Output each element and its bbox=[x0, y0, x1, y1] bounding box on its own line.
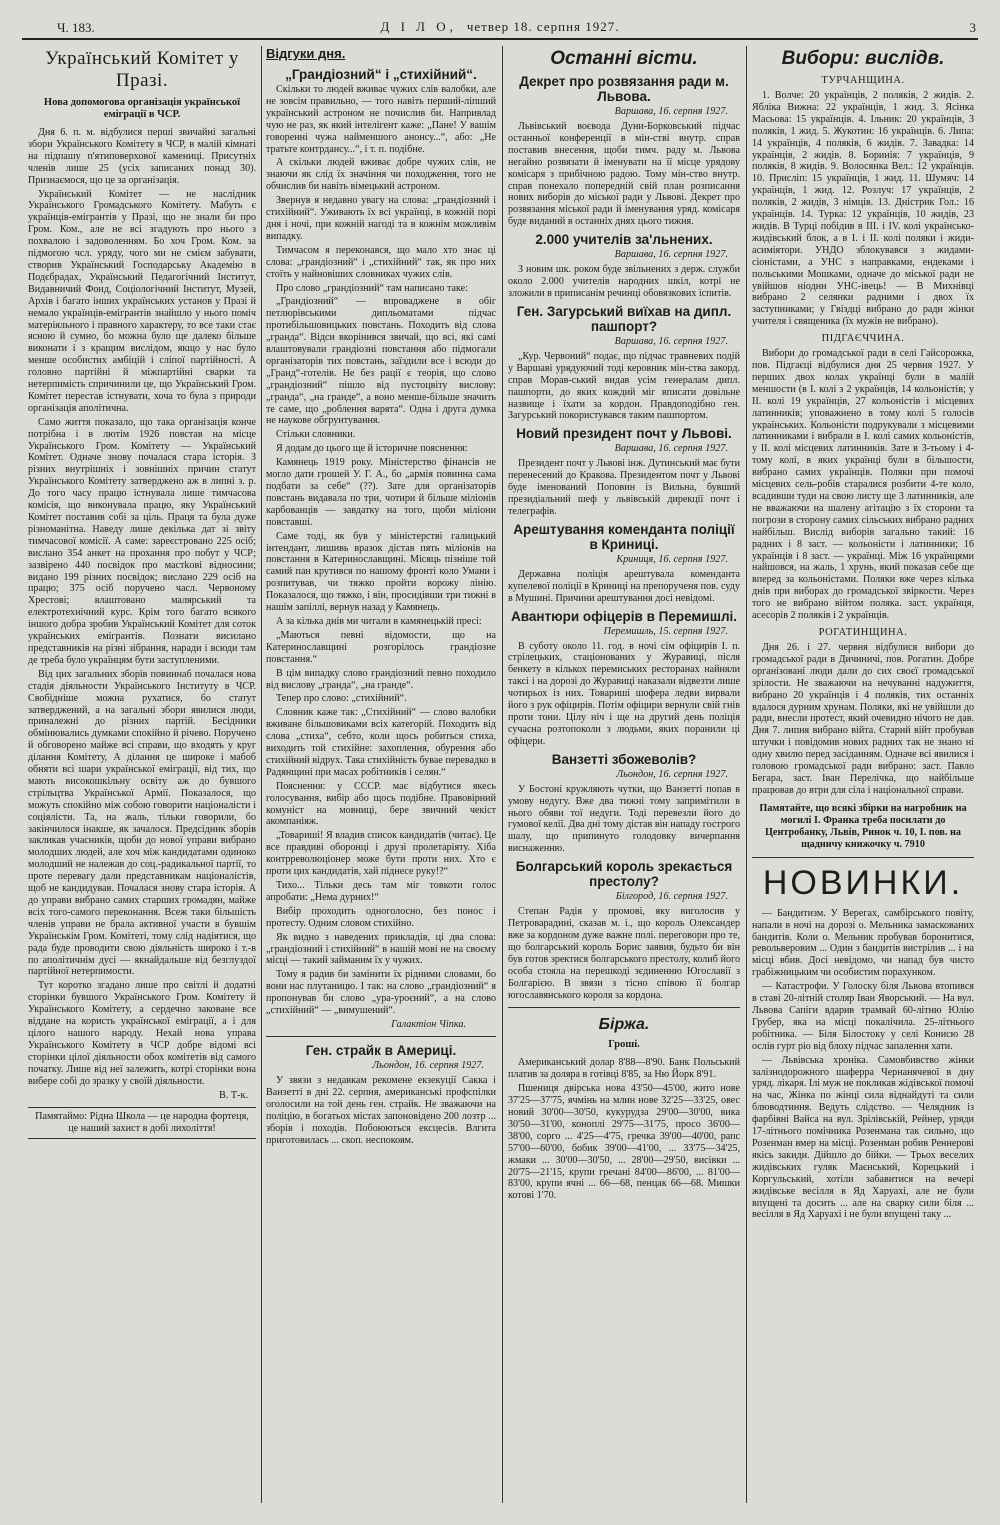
paragraph: — Бандитизм. У Верегах, самбірського повіту, напали в ночі на дорозі о. Мельника замаскованих бандитів. Коли о. Мельник пробував боронитися, револьверовим ... Один з бандитів вистрілив ... і на місці вбив. Досі невідомо, чи напад був чисто грабіжницьким чи особистим порахунком. bbox=[752, 907, 974, 979]
divider bbox=[508, 1007, 740, 1008]
section-heading: НОВИНКИ. bbox=[762, 863, 964, 902]
paragraph: Стільки словники. bbox=[276, 429, 356, 441]
paragraph: Український Комітет — не наслідник Українського Громадського Комітету. Мабуть є українців-емігрантів у Празі, що не знали би про Гром. Ком., але не всі згадують про нього з похвалою і задоволенням. Бо хоч Гром. Ком. за підмогою чсл. уряду, чого ми не смієм забувати, створив Український Господарську Академію в Подєбрадах, Український Педагогічний Інститут, Видавничий Фонд, Соціологічний Інститут, Музей, Архів і багато інших українських установ у Празі й немало українців-емігрантів знайшло у нього поміч матеріяльного і правного характеру, то все таки стає ясною й сумно, бо можна було ще далеко більше виконати і з кращим вислідом, якщо у нас було менше особистих амбіцій і сліпої партійності. А головно партійні й міжпартійні сварки та нетерпимість спричинили це, що Український Гром. Комітет перестав істнувати, хоча то була з природи організація аполітична. bbox=[28, 188, 256, 414]
signature: Галактіон Чіпка. bbox=[391, 1018, 466, 1030]
region-heading: ТУРЧАНЩИНА. bbox=[821, 75, 905, 86]
dateline: Варшава, 16. серпня 1927. bbox=[614, 443, 728, 455]
region-heading: РОГАТИНЩИНА. bbox=[818, 626, 908, 638]
paragraph: Камянець 1919 року. Міністерство фінансів не могло дати грошей У. Г. А., бо „армія повинна сама подбати за себе“ (??). Зате для організаторів повстань видавала по три, чотири й більше міліонів карбованців — завдатку на того, щоби міліони повставші. bbox=[266, 457, 496, 528]
paragraph: Тут коротко згадано лише про світлі й додатні сторінки бувшого Українського Гром. Комітету й Українського Комітету, а сердечно заковане все віддане на користь української еміграції, а і для цілого нашого народу. Нехай нова управа Українського Комітету в ЧСР добре відомі всі сторінки цілої діяльности обох комітетів від самого початку. Лише від неї залежить, котрі сторінки вона вибере собі до зразку у своїй діяльности. bbox=[28, 980, 256, 1087]
section-heading: Біржа. bbox=[598, 1016, 650, 1034]
section-heading: Вибори: вислідв. bbox=[781, 48, 945, 69]
paragraph: Скільки то людей вживає чужих слів валобки, але не зовсім правильно, — того навіть перший-ліпший український астроном не почислив би. Напривлад чую не раз, як який інтелігент каже: „Пане! У вашім говоренні чужа найменшого анонсу...“, або: „Не тратьте контрдансу...“, і т. п. подібне. bbox=[266, 84, 496, 155]
divider bbox=[266, 1036, 496, 1037]
issue-number: Ч. 183. bbox=[57, 20, 95, 35]
paragraph: У звязи з недавкам рекомене екзекуції Сакка і Ванзетті в дні 22. серпня, американські профспілки оголосили на той день ген. страйк. Не зважаючи на поліцію, в богатьох містах запоновідено 200 лозтр ... зборів і походів. Побоюються ексцесів. Влгита приготовилась ... скоп. неспокоям. bbox=[266, 1074, 496, 1146]
paragraph: Я додам до цього ще й історичне пояснення: bbox=[276, 443, 468, 455]
paragraph: „Товариші! Я владив список кандидатів (читає). Це все правдиві оборонці і друзі пролетаріяту. Хіба контрреволюціонер може бути проти них. Хто є проти цих кандидатів, хай піднесе руку!?“ bbox=[266, 830, 496, 878]
paragraph: Дня 26. і 27. червня відбулися вибори до громадської ради в Дичиничі, пов. Рогатин. Добре організовані люди дали до сих своєї громадської зрілости. Не зважаючи на нечуванні надужиття, вибрано 20 українців і 4 поляків, тих останніх вдалося дурним хрунам. Поляки, які не увійшли до ради, внесли протест, який очевидно нічого не дав. Дня 7. липня вибрано війта. Старий війт пробував штучки і повідомив нових радних так не знано ні одну хвилю перед засіданням. Одначе всі явилися і головою громадської ради вибрано: заст. Павло Бегара, заст. Іван Перелічка, що найбільше працював до втри для сіла і національної справи. bbox=[752, 641, 974, 796]
article-title: Ванзетті збожеволів? bbox=[551, 751, 697, 767]
paragraph: Державна поліція арештувала коменданта купелевої поліції в Криниці на препорученя пов. суду в Мушині. Причини арештування досі невідомі. bbox=[508, 568, 740, 604]
dateline: Льондон, 16. серпня 1927. bbox=[616, 768, 728, 780]
paragraph: Вибори до громадської ради в селі Гайсорожка, пов. Підгаєці відбулися дня 25 червня 1927. У перших двох колах українці були в малій меншости (в І. колі з 2 українців, 14 кольоністів; у ІІ. колі 19 українців, 27 кольоністів і місцевих латинників; уповажнено в тому колі 5 голосів українських. Кольоністи подрукували з місцевими латинниками і вибрали в І. колі самих кольоністів, у ІІ. колі місцевих латинників. Зате в 3-тьому і 4-тому колі, в яких українці були в більшости, вибрано самих українців. Поляки при помочі місцевих сель-робів старалися розбити 4-те коло, всадивши туди на свою листу ще 3 латинників, але не вважаючи на шалену агітацію з їх сторони та погрози в сторону самих сільських вибрано радних найбільш. Вислід виборів загально такий: 16 радних і 8 заст. — кольоністи і латинники; 16 українців і 8 заст. — українці. Між 16 українцями найшовся, на жаль, 1 хрунь, який показав себе ще вперед за кольоністами. Поляки вже через кілька днів при виборах до громадської звіркости. Через того не вибрано війтом поляка. заст. українця, асесорів 2 поляків і 2 українців. bbox=[752, 348, 974, 622]
paragraph: Про слово „грандіозний“ там написано таке: bbox=[276, 282, 468, 294]
paragraph: А скільки людей вживає добре чужих слів, не знаючи як слід їх значіння чи походження, того не обчислив би навіть вімецький астроном. bbox=[266, 157, 496, 193]
page-number: 3 bbox=[969, 20, 976, 35]
paragraph: Само життя показало, що така організація конче потрібна і в лютім 1926 повстав на місце Українського Гром. Комітету — Український Комітет. Одначе знову почалася стара історія. З різних внутрішніх і зовнішніх причин статут Українського Комітету затверджено аж в липні з. р. До того часу працю істнувала лише тимчасова комісія, що виконувала працю, яку Український Комітет поставив собі за ціль. Праця та була дуже різноманітна. Наведу лише декілька дат зі звіту тимчасової комісії. А саме: зареєстровано 225 осіб; вислано 354 анкет на прохання про побут у ЧСР; зазвірено 440 посвідок про мастkові відносини; видано 199 різних посвідок; вислано 229 осіб на працю; 375 осіб поручено часл. Червоному Хрестові; влаштовано малярський та електротехнічний курс. Крім того багато всякого іншого добра зробив Український Комітет для соток українських емігрантів. Познати висилано представників на різні зібрання, наради і всюди там де треба було українцям бути заступленими. bbox=[28, 416, 256, 666]
article-title: Декрет про розвязання ради м. Львова. bbox=[519, 74, 729, 104]
region-heading: ПІДГАЄЧЧИНА. bbox=[821, 333, 905, 345]
paragraph: З новим шк. роком буде звільнених з держ. служби около 2.000 учителів народних шкіл, котрі не зложили в приписанім речинці обовязкових іспитів. bbox=[508, 264, 740, 299]
dateline: Варшава, 16. серпня 1927. bbox=[614, 335, 728, 347]
article-title: Український Комітет у Празі. bbox=[45, 48, 239, 91]
column-4 bbox=[752, 46, 974, 1507]
paragraph: Тепер про слово: „стихійний“. bbox=[276, 693, 407, 705]
section-heading: Останні вісти. bbox=[550, 48, 698, 69]
paragraph: — Катастрофи. У Голоску біля Львова втопився в ставі 20-літній столяр Іван Яворський. — На вул. Львова Сапіги вдарив трамвай 60-літню Юлію Грубер, яка на місці покалічила. 25-літнього робітника. — Біля Білостоку у селі Конисю 28 ослів гурт ріо від блоху підчас запалення хати. bbox=[752, 981, 974, 1052]
section-heading: Відгуки дня. bbox=[266, 46, 346, 61]
paragraph: Вибір проходить одноголосно, без понос і протесту. Одним словом стихійно. bbox=[266, 905, 496, 929]
paragraph: 1. Волче: 20 українців, 2 поляків, 2 жидів. 2. Ябліка Вижна: 22 українців, 1 жид. 3. Ясінка Масьова: 15 українців. 4. Ільник: 20 українців, 3 поляків, 1 жид. 5. Жукотин: 16 українців. 6. Липа: 14 українців, 4 поляків, 6 жидів. 7. Завадка: 14 українців, 2 жидів. 8. Боринія: 7 українців, 9 поляків, 8 жидів. 9. Волосянка Вел.: 12 українців. 10. Присліп: 15 українців, 1 жид. 11. Шумяч: 14 українців, 1 жид. 12. Розлуч: 17 українців, 2 поляків, 2 жидів, 3 німців. 13. Дністрик Гол.: 16 українців. 14. Турка: 12 українців, 10 жидів, 23 жидів. В Турці побідив в ІІІ. і IV. колі українсько-жидівський блок, а в І. і ІІ. колі поляки і жиди-асиміятори. УНДО зблокувався з жидами-сіоністами, а УНС з направками, ендеками і польськими Мошками, одначе до міської ради не увійшов ніоднн УНС-івець! — В Михнівці вибрано 2 селянки радними і двох їх заступниками; у Гвіздці вибрано до ради жінки учителя і священика (їх мужів не вибрано). bbox=[752, 90, 974, 328]
issue-date: четвер 18. серпня 1927. bbox=[466, 19, 620, 34]
paragraph: Як видно з наведених прикладів, ці два слова: „грандіозний і стихійний“ в нашій мові не на своєму місці — такий займаним їх у чужих. bbox=[266, 931, 496, 967]
paragraph: Американський долар 8'88—8'90. Банк Польський платив за доляра в готівці 8'85, за Ню Йорк 8'91. bbox=[508, 1057, 740, 1081]
paragraph: Тимчасом я переконався, що мало хто знає ці слова: „грандіозний“ і „стихійний“ так, як про них стоїть у найновіших словниках чужих слів. bbox=[266, 244, 496, 280]
notice: Памятайте, що всякі збірки на нагробник на могилі І. Франка треба посилати до Центробанку, Львів, Ринок ч. 10, І. пов. на щадничу книжочку ч. 7910 bbox=[759, 802, 967, 850]
dateline: Льондон, 16. серпня 1927. bbox=[372, 1059, 484, 1071]
paragraph: Словник каже так: „Стихійний“ — слово валобки вживане більшовиками всіх категорій. Походить від слова „стиха“, себто, коли щось робиться стиха, виходить той стихійне: захоплення, обурення або стихійний відрух. Така стихійність бувае перевадко в Радянщині при масах робітників і селян.“ bbox=[266, 707, 496, 778]
signature: В. Т-к. bbox=[218, 1089, 248, 1101]
column-1 bbox=[28, 46, 256, 1507]
paragraph: У Бостоні кружляють чутки, що Ванзетті попав в умову недугу. Вже два тижні тому запримітили в нього обяви тої недуги. Тоді перевезли його до гумової келії. Два дні тому дістав він нападу гострого шалу, що припинуто голодовку вичерпання виснаженню. bbox=[508, 783, 740, 855]
section-subheading: Гроші. bbox=[608, 1039, 640, 1051]
article-title: Ген. Загурський виїхав на дипл. пашпорт? bbox=[516, 303, 732, 334]
article-title: Болгарський король зрекається престолу? bbox=[515, 859, 733, 890]
paragraph: Пояснення: у СССР. має відбутися якесь голосування, вибір або щось подібне. Правовірний комуніст на мовниці, бере звичний чекіст акомпаніяж. bbox=[266, 780, 496, 828]
paragraph: Від цих загальних зборів повиннаб почалася нова стадія діяльности Українського Інституту в ЧСР. Свобідніше можна рухатися, бо статут затверджений, а на загальні збори явилися люди, приналежні до різних партій. Бесідники обмінювались думками спокійно й річево. Поручено й обговорено майже всі справи, що входять у круг ділання Комітету, А ділання це широке і мабоб обняти всі шари української еміграції, від тих, що мають високошкільну освіту аж до бувшого стрільцтва Української Армії. Показалося, що можуть спокійно між собою говорити націоналісти і соціялісти. Та, на жаль, тільки говорили, бо закінчилося інакше, як зачалося. Предсідник зборів закликав учасників, щоби до нової управи вибрано молодших людей, але хоч між кандидатами одиноко молодший не належав до соц.-радикальної партії, то проте перевагу дали представникам націоналістів, щоб не кандидував. Почалася знову стара історія. А до управи вибрано самих старших громадян, майже всіх того-самого переконання. Всеж таки більшість членів управи не брала активної участи в бувшім Українськім Гром. Комітеті, тому слід надіятися, що рада буде проводити свою діяльність широко і т.-в по аполітичнім дусі — якнайдальше від безглуздої партійної нетерпимости. bbox=[28, 668, 256, 978]
paragraph: Звернув я недавно увагу на слова: „грандіозний і стихійний“. Уживають їх всі українці, в кожній порі дня і ночі, при кожній нагоді та в кожнім можливім випадку. bbox=[266, 195, 496, 242]
column-rule bbox=[746, 46, 747, 1503]
article-subtitle: Нова допомогова організація української еміграції в ЧСР. bbox=[43, 97, 241, 120]
paragraph: „Кур. Червоний“ подає, що підчас травневих подій у Варшаві урядуючий тоді керовник мін-ства закорд. справ Морав-ський видав усім генералам дипл. пашпорти, до яких кождий міг вписати довільне назвище і їхати за кордон. Правдоподібно ген. Загурський покористувався таким пашпортом. bbox=[508, 350, 740, 422]
article-title: 2.000 учителів за'льнених. bbox=[535, 232, 713, 248]
dateline: Варшава, 16. серпня 1927. bbox=[614, 106, 728, 117]
column-3 bbox=[508, 46, 740, 1507]
paragraph: Саме тоді, як був у міністерстві галицький інтендант, лишивь вразок дістав пять міліонів на повстання в Катеринославщині. Місяць пізніше той самий пан крутився по нашому фронті коло Умани і розпитував, чи тяжко пройти ворожу лінію. Показалося, що тяжко, і він, просидівши три тижні в нашім запіллі, вернув назад у Камянець. bbox=[266, 530, 496, 614]
paragraph: Львівський воєвода Дуни-Борковський підчас останньої конференції в мін-стві внутр. справ поставив внесення, щоби тимч. раду м. Львова негайно розвязати й іменувати на її місце урядову комісаря з прибічною радою. Тому мін-ство внутр. справ понехало попередній свій план розписання нових виборів до міської ради у Львові. Декрет про розвязання міської ради й іменування уряд. комісаря буде виданий в останніх днях цього тижня. bbox=[508, 121, 740, 228]
paragraph: „Грандіозний“ — впроваджене в обіг петлюрівськими дипльоматами підчас протибільшовицьких повстань. Походить від слова „гранда“. Відси вкорінився звичай, що всі, які самі влаштовували грандіозні повстання або підмогали організаторів тих повстань, заїздили все і всюди до „Гранд“-готелів. Не без рації є теорія, що слово „грандіозний“ пішло від пустоцвіту вислову: „гранда“, „на гранде“, а воно менше-більше значить те саме, що „роблення варята“. Одна і друга думка не наукове обгрунтування. bbox=[266, 296, 496, 427]
article-title: „Грандіозний“ і „стихійний“. bbox=[285, 67, 477, 82]
article-title: Ген. страйк в Америці. bbox=[305, 1042, 457, 1058]
paragraph: Степан Радія у промові, яку виголосив у Петроварадині, сказав м. і., що король Олександер вже за кордоном дуже важне полі. переговори про те, що болгарський король Борис заявив, будьто би він був готов зректися болгарського престолу, колиб його особа стояла на перешкоді зєдиненню Югославії з Болгарією. В звязи з тісно співою її болгар югославянського короля за кордона. bbox=[508, 906, 740, 1001]
paragraph: Президент почт у Львові інж. Дутинський має бути перенесений до Кракова. Президентом почт у Львові буде іменований Поповин із Вильна, бувший президіальний шеф у львівській дирекції почт і телеграфів. bbox=[508, 458, 740, 517]
paper-title: Д І Л О, bbox=[380, 19, 457, 34]
paragraph: — Львівська хроніка. Самовбивство жінки залізнодорожного шаферра Чернанячевої в дну уряд. лікаря. Ілі муж не покликав жідівської помочі на час, Жінка по жінці сила віднайдуті та сили блюводтиння. Ведуть слідство. — Челядник із фарбівні Вайса на вул. Зрілівській, Рейнер, уряди 17-літнього помічника Розенмана так сильно, що Розенман вмер на місці. Розенман робив Реннерові якісь закиди. Дійшло до бійки. — Трьох веселих жидівських гуляк Маєнський, Корецький і Коргульський, хотіли забавитися на вечері жидівське весілля в Яд Харуахі, але не були впущені та досить ... але на сварку сили біля ... весілля в Яд Харуахі і не були впущені таку ... bbox=[752, 1054, 974, 1221]
paragraph: Дня 6. п. м. відбулися перші звичайні загальні збори Українського Комітету в ЧСР, в малій кімнаті на підпашу п'ятиповерхової камениці. Присутніх членів лише 25 (усіх записаних понад 30). Признаємося, що це за організація. bbox=[28, 127, 256, 186]
notice: Памятаймо: Рідна Школа — це народна фортеця, це наший захист в добі лихоліття! bbox=[28, 1107, 256, 1139]
article-title: Арештування коменданта поліції в Криниці. bbox=[513, 521, 735, 552]
dateline: Білгород, 16. серпня 1927. bbox=[615, 891, 728, 903]
paragraph: Тихо... Тільки десь там міг товкоти голос апробати: „Нема дурних!“ bbox=[266, 880, 496, 903]
paragraph: „Маються певні відомости, що на Катеринославщині розгорілось грандіозне повстання.“ bbox=[266, 629, 496, 665]
column-2 bbox=[266, 46, 496, 1507]
paragraph: В суботу около 11. год. в ночі сім офіцирів І. п. стрілецьких, стаціонованих у Журавиці, після бенкету в кількох перемиських ресторанах найняли таксі і на дорозі до Журавиці наказали відвезти лише чотирьох із них. Товариші шофера ледви вирвали його з рук офіцирів. Потім офіцири вернули свій гнів проти тони. Цілу ніч і ще на другий день поліція сучасна розтопоколи з людьми, яких поранили ці офіцери. bbox=[508, 640, 740, 747]
article-title: Новий президент почт у Львові. bbox=[516, 426, 732, 442]
paragraph: Тому я радив би замінити їх рідними словами, бо вони нас плутаницю. І так: на слово „грандіозний“ я пропонував би слово „ура-уроєний“, а на слово „стихійний“ — „вимушений“. bbox=[266, 969, 496, 1017]
divider bbox=[752, 857, 974, 858]
article-title: Авантюри офіцерів в Перемишлі. bbox=[510, 608, 738, 624]
column-rule bbox=[261, 46, 262, 1503]
paragraph: А за кілька днів ми читали в камянецькій пресі: bbox=[276, 615, 482, 627]
dateline: Варшава, 16. серпня 1927. bbox=[614, 249, 728, 261]
dateline: Перемишль, 15. серпня 1927. bbox=[603, 625, 728, 637]
column-rule bbox=[502, 46, 503, 1503]
page-header bbox=[22, 18, 978, 40]
dateline: Криниця, 16. серпня 1927. bbox=[616, 553, 728, 565]
paragraph: В цім випадку слово грандіозний певно походило від вислову „гранда“, „на гранде“. bbox=[266, 667, 496, 691]
paragraph: Пшениця двірська нова 43'50—45'00, жито нове 37'25—37'75, ячмінь на млин нове 32'25—33'25, овес новий 30'00—30'50, кукурудза 29'00—30'00, вика 30'50—31'00, коноплі 29'75—31'75, просо 36'00—38'00, сорго ... 4'25—4'75, гречка 39'00—40'00, рапс 57'00—60'00, бобик 39'00—41'00, ... 33'75—34'25, жмаки ... 30'00—30'50, ... 28'00—29'50, висівки ... 20'75—21'15, крупи гречані 84'00—86'00, ... 81'00—83'00, крупи ячні ... 66—68, пенцак 66—68. Мишки котові 1'70. bbox=[508, 1083, 740, 1202]
